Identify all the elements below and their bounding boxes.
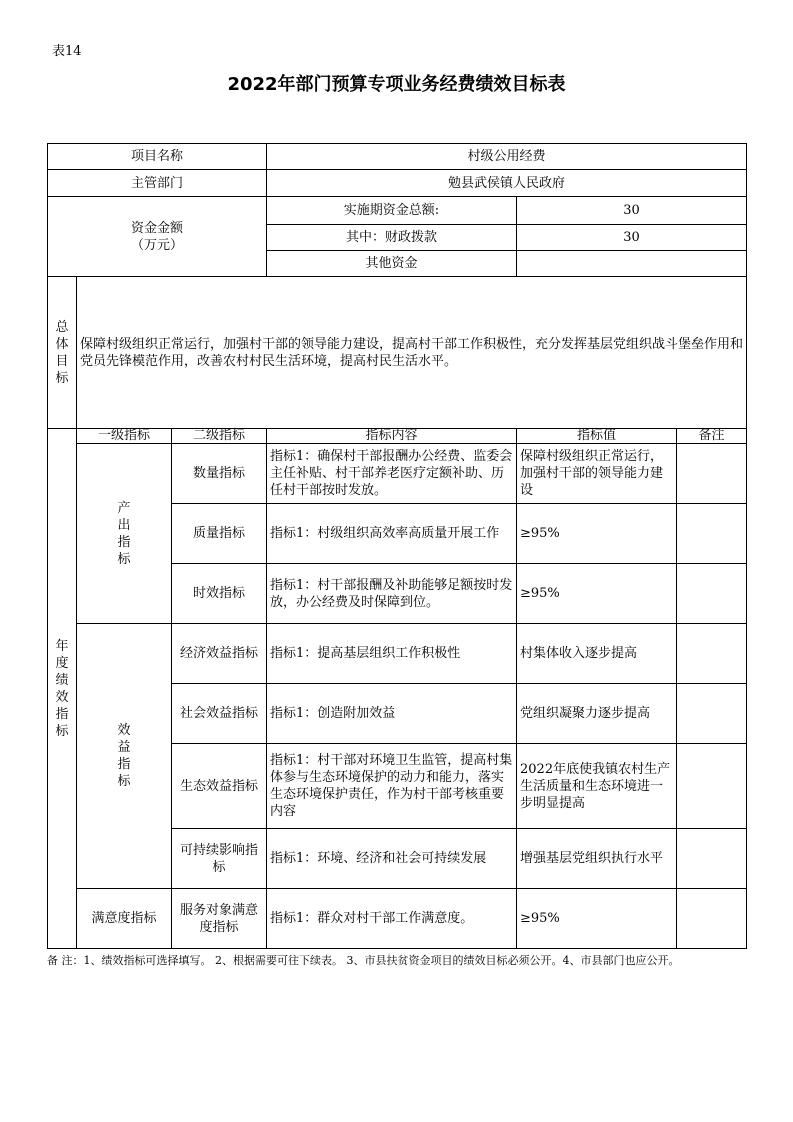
value-cell: 保障村级组织正常运行，加强村干部的领导能力建设 [517, 444, 677, 504]
content-cell: 指标1：提高基层组织工作积极性 [267, 624, 517, 684]
annual-indicator-label: 年 度 绩 效 指 标 [48, 429, 77, 949]
indicator-row-economic [48, 624, 747, 684]
level2-cell: 数量指标 [172, 444, 267, 504]
footnote: 备 注：1、绩效指标可选择填写。 2、根据需要可往下续表。 3、市县扶贫资金项目的绩效目标必须公开。4、市县部门也应公开。 [47, 954, 680, 967]
finance-fund-value: 30 [517, 225, 747, 251]
header-level2: 二级指标 [172, 429, 267, 444]
output-indicator-label: 产 出 指 标 [77, 444, 172, 624]
value-cell: ≥95% [517, 504, 677, 564]
fund-amount-label [48, 197, 267, 277]
value-cell: 增强基层党组织执行水平 [517, 829, 677, 889]
content-cell: 指标1：群众对村干部工作满意度。 [267, 889, 517, 949]
remark-cell [677, 444, 747, 504]
value-cell: 村集体收入逐步提高 [517, 624, 677, 684]
level2-cell: 服务对象满意度指标 [172, 889, 267, 949]
indicator-header-row [48, 429, 747, 444]
content-cell: 指标1：村干部对环境卫生监管，提高村集体参与生态环境保护的动力和能力，落实生态环境保护责任，作为村干部考核重要内容 [267, 744, 517, 829]
content-cell: 指标1：创造附加效益 [267, 684, 517, 744]
value-cell: 党组织凝聚力逐步提高 [517, 684, 677, 744]
header-value: 指标值 [517, 429, 677, 444]
benefit-indicator-label: 效 益 指 标 [77, 624, 172, 889]
other-fund-label: 其他资金 [267, 251, 517, 277]
department-label: 主管部门 [48, 170, 267, 197]
header-remark: 备注 [677, 429, 747, 444]
fund-amount-label-line2: （万元） [130, 237, 183, 253]
indicator-row-quantity [48, 444, 747, 504]
remark-cell [677, 684, 747, 744]
remark-cell [677, 504, 747, 564]
remark-cell [677, 564, 747, 624]
indicator-row-satisfaction [48, 889, 747, 949]
header-level1: 一级指标 [77, 429, 172, 444]
remark-cell [677, 889, 747, 949]
fund-total-row [48, 197, 747, 225]
value-cell: 2022年底使我镇农村生产生活质量和生态环境进一步明显提高 [517, 744, 677, 829]
remark-cell [677, 744, 747, 829]
project-name-label: 项目名称 [48, 144, 267, 170]
value-cell: ≥95% [517, 564, 677, 624]
header-content: 指标内容 [267, 429, 517, 444]
overall-goal-text: 保障村级组织正常运行，加强村干部的领导能力建设，提高村干部工作积极性，充分发挥基层党组织战斗堡垒作用和党员先锋模范作用，改善农村村民生活环境，提高村民生活水平。 [77, 277, 747, 429]
content-cell: 指标1：村级组织高效率高质量开展工作 [267, 504, 517, 564]
overall-goal-row [48, 277, 747, 429]
project-name-value: 村级公用经费 [267, 144, 747, 170]
content-cell: 指标1：村干部报酬及补助能够足额按时发放，办公经费及时保障到位。 [267, 564, 517, 624]
performance-target-table [47, 143, 747, 949]
level2-cell: 经济效益指标 [172, 624, 267, 684]
total-fund-label: 实施期资金总额: [267, 197, 517, 225]
overall-goal-label: 总 体 目 标 [48, 277, 77, 429]
remark-cell [677, 624, 747, 684]
value-cell: ≥95% [517, 889, 677, 949]
content-cell: 指标1：环境、经济和社会可持续发展 [267, 829, 517, 889]
satisfaction-indicator-label: 满意度指标 [77, 889, 172, 949]
fund-amount-label-line1: 资金金额 [130, 220, 183, 236]
level2-cell: 可持续影响指标 [172, 829, 267, 889]
page-title: 2022年部门预算专项业务经费绩效目标表 [227, 74, 566, 95]
project-name-row [48, 144, 747, 170]
other-fund-value [517, 251, 747, 277]
department-row [48, 170, 747, 197]
department-value: 勉县武侯镇人民政府 [267, 170, 747, 197]
level2-cell: 社会效益指标 [172, 684, 267, 744]
total-fund-value: 30 [517, 197, 747, 225]
level2-cell: 质量指标 [172, 504, 267, 564]
finance-fund-label: 其中：财政拨款 [267, 225, 517, 251]
table-number: 表14 [52, 44, 82, 59]
content-cell: 指标1：确保村干部报酬办公经费、监委会主任补贴、村干部养老医疗定额补助、历任村干部按时发放。 [267, 444, 517, 504]
level2-cell: 时效指标 [172, 564, 267, 624]
level2-cell: 生态效益指标 [172, 744, 267, 829]
remark-cell [677, 829, 747, 889]
